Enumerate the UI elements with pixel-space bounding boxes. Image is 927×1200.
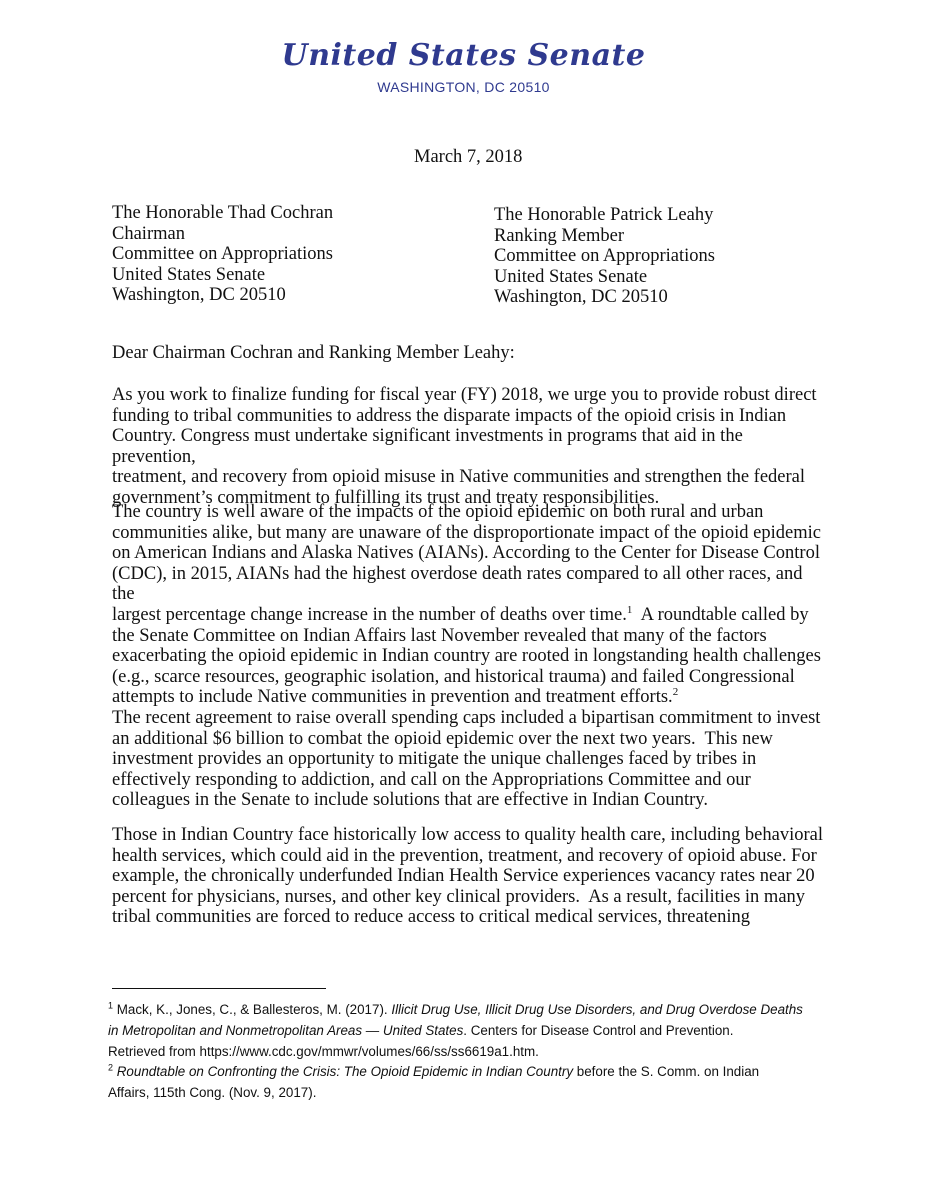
footnote-1-line-3: Retrieved from https://www.cdc.gov/mmwr/volumes/66/ss/ss6619a1.htm. <box>108 1043 539 1059</box>
footnote-text: before the S. Comm. on Indian <box>573 1064 760 1080</box>
addressee-line: Chairman <box>112 223 185 244</box>
addressee-line: Washington, DC 20510 <box>112 285 286 305</box>
addressee-line: Committee on Appropriations <box>112 244 333 264</box>
footnote-number: 2 <box>108 1062 114 1073</box>
footnote-ref-1: 1 <box>626 603 633 616</box>
addressee-line: The Honorable Thad Cochran <box>112 203 334 223</box>
paragraph-line: treatment, and recovery from opioid misuse in Native communities and strengthen the federal <box>112 467 806 488</box>
paragraph-line-text: A roundtable called by <box>632 604 809 625</box>
footnote-text: . Centers for Disease Control and Prevention. <box>463 1022 734 1038</box>
addressee-line: The Honorable Patrick Leahy <box>494 205 714 225</box>
paragraph-line: on American Indians and Alaska Natives (AIANs). According to the Center for Disease Control <box>112 543 820 564</box>
footnote-1-line-2 <box>108 1021 820 1042</box>
paragraph-spending-caps <box>112 708 824 811</box>
paragraph-line: effectively responding to addiction, and call on the Appropriations Committee and our <box>112 769 751 790</box>
footnote-title: Illicit Drug Use, Illicit Drug Use Disorders, and Drug Overdose Deaths <box>391 1002 803 1017</box>
paragraph-line <box>112 687 824 708</box>
paragraph-line: Those in Indian Country face historically low access to quality health care, including behavioral <box>112 825 823 845</box>
paragraph-line: funding to tribal communities to address the disparate impacts of the opioid crisis in Indian <box>112 405 787 426</box>
paragraph-line: percent for physicians, nurses, and other key clinical providers. As a result, facilities in many <box>112 886 806 907</box>
footnote-ref-2: 2 <box>672 686 679 699</box>
paragraph-line: an additional $6 billion to combat the opioid epidemic over the next two years. This new <box>112 728 773 749</box>
paragraph-health-access <box>112 825 824 928</box>
footnote-title: Roundtable on Confronting the Crisis: The Opioid Epidemic in Indian Country <box>116 1064 574 1080</box>
footnotes <box>108 1000 820 1104</box>
paragraph-funding-request <box>112 385 824 509</box>
paragraph-line: tribal communities are forced to reduce access to critical medical services, threatening <box>112 907 750 928</box>
paragraph-line-text: attempts to include Native communities in prevention and treatment efforts. <box>112 687 673 708</box>
paragraph-line: Country. Congress must undertake significant investments in programs that aid in the prevention, <box>112 426 743 467</box>
addressee-line: Washington, DC 20510 <box>494 287 668 307</box>
footnote-1 <box>108 1000 820 1021</box>
letterhead-title: United States Senate <box>281 38 646 73</box>
letter-date: March 7, 2018 <box>414 147 523 167</box>
addressee-line: Committee on Appropriations <box>494 246 715 266</box>
paragraph-line: As you work to finalize funding for fiscal year (FY) 2018, we urge you to provide robust direct <box>112 385 817 405</box>
paragraph-line: colleagues in the Senate to include solutions that are effective in Indian Country. <box>112 790 708 811</box>
footnote-divider <box>112 988 326 989</box>
footnote-2-line-2: Affairs, 115th Cong. (Nov. 9, 2017). <box>108 1085 317 1101</box>
paragraph-line: investment provides an opportunity to mitigate the unique challenges faced by tribes in <box>112 749 757 770</box>
paragraph-line: The recent agreement to raise overall spending caps included a bipartisan commitment to invest <box>112 708 821 728</box>
salutation: Dear Chairman Cochran and Ranking Member Leahy: <box>112 343 515 363</box>
paragraph-line: exacerbating the opioid epidemic in Indian country are rooted in longstanding health challenges <box>112 646 821 667</box>
addressee-leahy <box>494 205 715 308</box>
paragraph-line <box>112 605 824 626</box>
paragraph-line: health services, which could aid in the prevention, treatment, and recovery of opioid abuse. For <box>112 845 817 866</box>
addressee-line: United States Senate <box>112 264 266 285</box>
paragraph-line-text: largest percentage change increase in the number of deaths over time. <box>112 604 627 625</box>
paragraph-line: the Senate Committee on Indian Affairs last November revealed that many of the factors <box>112 625 767 646</box>
footnote-title: in Metropolitan and Nonmetropolitan Areas — United States <box>108 1022 464 1038</box>
paragraph-epidemic-impact <box>112 502 824 708</box>
footnote-2 <box>108 1062 820 1083</box>
addressee-line: Ranking Member <box>494 225 624 246</box>
footnote-number: 1 <box>108 1000 114 1011</box>
footnote-text: Mack, K., Jones, C., & Ballesteros, M. (2017). <box>113 1002 392 1017</box>
paragraph-line: (CDC), in 2015, AIANs had the highest overdose death rates compared to all other races, and the <box>112 563 803 605</box>
addressee-line: United States Senate <box>494 266 648 287</box>
paragraph-line: The country is well aware of the impacts of the opioid epidemic on both rural and urban <box>112 502 764 522</box>
addressee-cochran <box>112 203 333 306</box>
paragraph-line: example, the chronically underfunded Indian Health Service experiences vacancy rates near 20 <box>112 866 815 887</box>
paragraph-line: government’s commitment to fulfilling its trust and treaty responsibilities. <box>112 487 660 508</box>
paragraph-line: communities alike, but many are unaware of the disproportionate impact of the opioid epidemic <box>112 522 821 543</box>
paragraph-line: (e.g., scarce resources, geographic isolation, and historical trauma) and failed Congressional <box>112 666 795 687</box>
letterhead-address: WASHINGTON, DC 20510 <box>377 79 550 95</box>
